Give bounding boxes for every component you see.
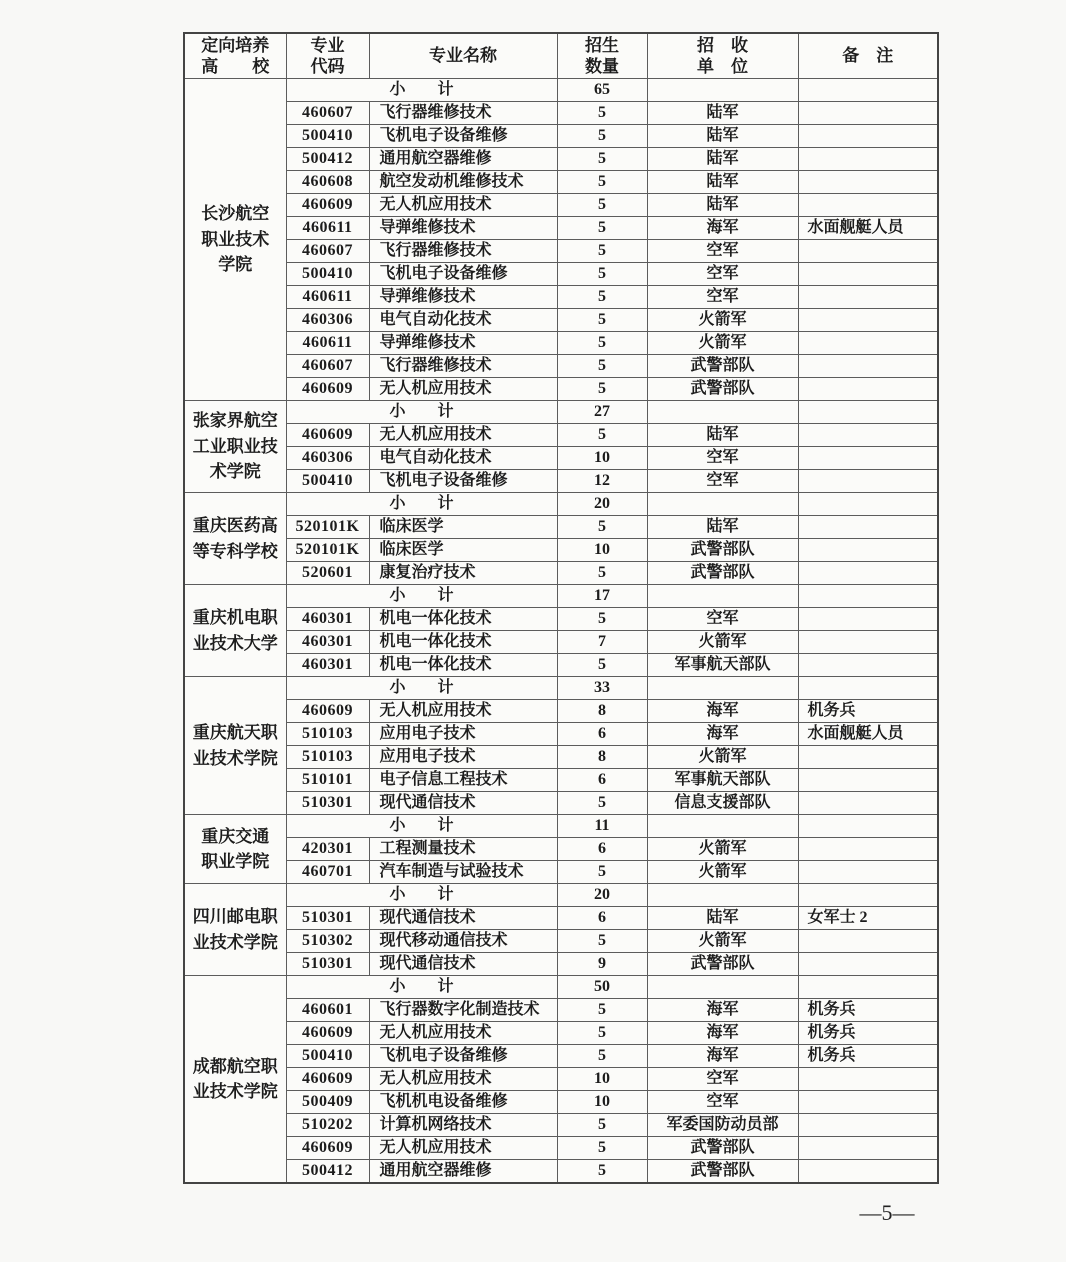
recruiting-unit-cell: 陆军: [647, 171, 798, 194]
subtotal-count-cell: 65: [557, 79, 647, 102]
remark-cell: [798, 953, 938, 976]
major-row: [184, 631, 938, 654]
remark-cell: [798, 1160, 938, 1184]
major-code-cell: 460609: [286, 700, 369, 723]
major-row: [184, 769, 938, 792]
remark-cell: [798, 424, 938, 447]
major-row: [184, 953, 938, 976]
subtotal-row: [184, 884, 938, 907]
enroll-count-cell: 6: [557, 838, 647, 861]
major-row: [184, 286, 938, 309]
major-code-cell: 460609: [286, 378, 369, 401]
major-row: [184, 470, 938, 493]
enroll-count-cell: 9: [557, 953, 647, 976]
recruiting-unit-cell: 武警部队: [647, 1160, 798, 1184]
remark-cell: 水面舰艇人员: [798, 723, 938, 746]
enroll-count-cell: 5: [557, 1137, 647, 1160]
major-row: [184, 1160, 938, 1184]
major-row: [184, 424, 938, 447]
remark-cell: [798, 309, 938, 332]
remark-cell: [798, 1091, 938, 1114]
major-row: [184, 240, 938, 263]
subtotal-label: 小 计: [286, 815, 557, 838]
enroll-count-cell: 6: [557, 723, 647, 746]
unit-cell: [647, 976, 798, 999]
remark-cell: [798, 769, 938, 792]
enroll-count-cell: 5: [557, 1022, 647, 1045]
remark-cell: [798, 861, 938, 884]
subtotal-label: 小 计: [286, 976, 557, 999]
enroll-count-cell: 10: [557, 1091, 647, 1114]
major-row: [184, 1022, 938, 1045]
enroll-count-cell: 5: [557, 102, 647, 125]
remark-cell: [798, 194, 938, 217]
enroll-count-cell: 5: [557, 286, 647, 309]
remark-cell: [798, 286, 938, 309]
header-major-code: 专业 代码: [286, 33, 369, 79]
major-row: [184, 562, 938, 585]
remark-cell: [798, 585, 938, 608]
remark-cell: [798, 125, 938, 148]
major-code-cell: 460301: [286, 654, 369, 677]
subtotal-count-cell: 33: [557, 677, 647, 700]
major-name-cell: 应用电子技术: [369, 746, 557, 769]
major-code-cell: 420301: [286, 838, 369, 861]
major-row: [184, 1137, 938, 1160]
enroll-count-cell: 10: [557, 447, 647, 470]
enroll-count-cell: 5: [557, 332, 647, 355]
subtotal-row: [184, 976, 938, 999]
school-cell: 重庆航天职 业技术学院: [184, 677, 286, 815]
remark-cell: [798, 1114, 938, 1137]
major-name-cell: 现代通信技术: [369, 953, 557, 976]
recruiting-unit-cell: 军委国防动员部: [647, 1114, 798, 1137]
enroll-count-cell: 5: [557, 608, 647, 631]
remark-cell: [798, 447, 938, 470]
recruiting-unit-cell: 武警部队: [647, 355, 798, 378]
remark-cell: [798, 654, 938, 677]
major-row: [184, 355, 938, 378]
major-row: [184, 263, 938, 286]
major-name-cell: 导弹维修技术: [369, 332, 557, 355]
enroll-count-cell: 5: [557, 1114, 647, 1137]
remark-cell: [798, 976, 938, 999]
recruiting-unit-cell: 火箭军: [647, 332, 798, 355]
major-code-cell: 460609: [286, 194, 369, 217]
recruiting-unit-cell: 陆军: [647, 907, 798, 930]
recruiting-unit-cell: 海军: [647, 723, 798, 746]
recruiting-unit-cell: 火箭军: [647, 309, 798, 332]
major-name-cell: 飞机电子设备维修: [369, 1045, 557, 1068]
enroll-count-cell: 5: [557, 424, 647, 447]
remark-cell: [798, 401, 938, 424]
enroll-count-cell: 5: [557, 240, 647, 263]
major-code-cell: 520101K: [286, 516, 369, 539]
major-code-cell: 460607: [286, 240, 369, 263]
remark-cell: [798, 608, 938, 631]
major-row: [184, 171, 938, 194]
major-row: [184, 1091, 938, 1114]
recruiting-unit-cell: 军事航天部队: [647, 769, 798, 792]
header-enroll-count: 招生 数量: [557, 33, 647, 79]
remark-cell: [798, 516, 938, 539]
remark-cell: [798, 792, 938, 815]
major-name-cell: 康复治疗技术: [369, 562, 557, 585]
major-name-cell: 汽车制造与试验技术: [369, 861, 557, 884]
major-code-cell: 510301: [286, 792, 369, 815]
header-major-name: 专业名称: [369, 33, 557, 79]
major-row: [184, 378, 938, 401]
major-code-cell: 510301: [286, 907, 369, 930]
major-name-cell: 临床医学: [369, 539, 557, 562]
major-name-cell: 飞机电子设备维修: [369, 125, 557, 148]
major-name-cell: 飞行器维修技术: [369, 355, 557, 378]
recruiting-unit-cell: 空军: [647, 1091, 798, 1114]
table-header: [184, 33, 938, 79]
recruiting-unit-cell: 陆军: [647, 424, 798, 447]
enroll-count-cell: 7: [557, 631, 647, 654]
major-code-cell: 500410: [286, 125, 369, 148]
major-code-cell: 500410: [286, 470, 369, 493]
major-name-cell: 飞机电子设备维修: [369, 470, 557, 493]
major-name-cell: 无人机应用技术: [369, 700, 557, 723]
recruiting-unit-cell: 海军: [647, 1045, 798, 1068]
remark-cell: [798, 815, 938, 838]
subtotal-count-cell: 20: [557, 884, 647, 907]
enroll-count-cell: 12: [557, 470, 647, 493]
enroll-count-cell: 5: [557, 999, 647, 1022]
remark-cell: [798, 930, 938, 953]
remark-cell: [798, 470, 938, 493]
enroll-count-cell: 5: [557, 1045, 647, 1068]
major-code-cell: 520601: [286, 562, 369, 585]
major-name-cell: 导弹维修技术: [369, 286, 557, 309]
remark-cell: 机务兵: [798, 1045, 938, 1068]
major-name-cell: 临床医学: [369, 516, 557, 539]
school-cell: 成都航空职 业技术学院: [184, 976, 286, 1184]
unit-cell: [647, 401, 798, 424]
major-row: [184, 148, 938, 171]
subtotal-label: 小 计: [286, 884, 557, 907]
enroll-count-cell: 5: [557, 1160, 647, 1184]
major-code-cell: 510101: [286, 769, 369, 792]
enroll-count-cell: 5: [557, 378, 647, 401]
remark-cell: [798, 355, 938, 378]
major-row: [184, 999, 938, 1022]
major-name-cell: 飞行器数字化制造技术: [369, 999, 557, 1022]
major-code-cell: 460301: [286, 631, 369, 654]
major-code-cell: 520101K: [286, 539, 369, 562]
recruiting-unit-cell: 武警部队: [647, 539, 798, 562]
subtotal-count-cell: 17: [557, 585, 647, 608]
recruiting-unit-cell: 火箭军: [647, 930, 798, 953]
unit-cell: [647, 585, 798, 608]
major-code-cell: 460607: [286, 102, 369, 125]
enroll-count-cell: 5: [557, 148, 647, 171]
subtotal-count-cell: 20: [557, 493, 647, 516]
recruiting-unit-cell: 信息支援部队: [647, 792, 798, 815]
major-name-cell: 飞行器维修技术: [369, 240, 557, 263]
major-name-cell: 电气自动化技术: [369, 447, 557, 470]
major-row: [184, 332, 938, 355]
major-name-cell: 无人机应用技术: [369, 424, 557, 447]
enroll-count-cell: 10: [557, 1068, 647, 1091]
major-code-cell: 510103: [286, 746, 369, 769]
major-row: [184, 194, 938, 217]
enroll-count-cell: 5: [557, 792, 647, 815]
remark-cell: [798, 539, 938, 562]
major-row: [184, 309, 938, 332]
remark-cell: [798, 1068, 938, 1091]
major-row: [184, 1068, 938, 1091]
remark-cell: [798, 148, 938, 171]
recruiting-unit-cell: 火箭军: [647, 746, 798, 769]
major-row: [184, 792, 938, 815]
unit-cell: [647, 884, 798, 907]
header-recruiting-unit: 招 收 单 位: [647, 33, 798, 79]
major-row: [184, 1114, 938, 1137]
unit-cell: [647, 677, 798, 700]
major-name-cell: 航空发动机维修技术: [369, 171, 557, 194]
major-row: [184, 539, 938, 562]
remark-cell: [798, 884, 938, 907]
major-code-cell: 460601: [286, 999, 369, 1022]
enroll-count-cell: 6: [557, 907, 647, 930]
enroll-count-cell: 5: [557, 125, 647, 148]
major-name-cell: 电子信息工程技术: [369, 769, 557, 792]
recruiting-unit-cell: 武警部队: [647, 953, 798, 976]
major-code-cell: 500410: [286, 1045, 369, 1068]
remark-cell: [798, 263, 938, 286]
school-cell: 重庆交通 职业学院: [184, 815, 286, 884]
subtotal-label: 小 计: [286, 493, 557, 516]
school-cell: 重庆机电职 业技术大学: [184, 585, 286, 677]
major-name-cell: 无人机应用技术: [369, 378, 557, 401]
recruiting-unit-cell: 空军: [647, 286, 798, 309]
major-name-cell: 计算机网络技术: [369, 1114, 557, 1137]
enroll-count-cell: 5: [557, 930, 647, 953]
subtotal-row: [184, 585, 938, 608]
subtotal-label: 小 计: [286, 401, 557, 424]
subtotal-row: [184, 677, 938, 700]
subtotal-count-cell: 27: [557, 401, 647, 424]
subtotal-label: 小 计: [286, 79, 557, 102]
subtotal-row: [184, 815, 938, 838]
major-row: [184, 654, 938, 677]
major-code-cell: 500412: [286, 148, 369, 171]
major-code-cell: 500409: [286, 1091, 369, 1114]
recruiting-unit-cell: 武警部队: [647, 378, 798, 401]
remark-cell: [798, 746, 938, 769]
major-name-cell: 无人机应用技术: [369, 1022, 557, 1045]
header-school: 定向培养 高 校: [184, 33, 286, 79]
enroll-count-cell: 5: [557, 516, 647, 539]
major-row: [184, 608, 938, 631]
recruiting-unit-cell: 海军: [647, 999, 798, 1022]
major-name-cell: 飞机电子设备维修: [369, 263, 557, 286]
recruiting-unit-cell: 火箭军: [647, 631, 798, 654]
recruiting-unit-cell: 海军: [647, 217, 798, 240]
remark-cell: [798, 493, 938, 516]
major-row: [184, 217, 938, 240]
recruiting-unit-cell: 陆军: [647, 516, 798, 539]
major-row: [184, 838, 938, 861]
remark-cell: [798, 332, 938, 355]
major-name-cell: 飞行器维修技术: [369, 102, 557, 125]
major-name-cell: 无人机应用技术: [369, 194, 557, 217]
enroll-count-cell: 8: [557, 700, 647, 723]
major-code-cell: 500412: [286, 1160, 369, 1184]
enroll-count-cell: 5: [557, 217, 647, 240]
remark-cell: [798, 562, 938, 585]
major-name-cell: 无人机应用技术: [369, 1068, 557, 1091]
recruiting-unit-cell: 空军: [647, 240, 798, 263]
major-code-cell: 460609: [286, 424, 369, 447]
major-name-cell: 现代通信技术: [369, 792, 557, 815]
recruiting-unit-cell: 陆军: [647, 102, 798, 125]
recruiting-unit-cell: 海军: [647, 700, 798, 723]
major-code-cell: 510301: [286, 953, 369, 976]
major-name-cell: 飞机机电设备维修: [369, 1091, 557, 1114]
major-name-cell: 机电一体化技术: [369, 654, 557, 677]
recruiting-unit-cell: 空军: [647, 608, 798, 631]
major-name-cell: 通用航空器维修: [369, 1160, 557, 1184]
enroll-count-cell: 5: [557, 355, 647, 378]
remark-cell: 女军士 2: [798, 907, 938, 930]
remark-cell: [798, 240, 938, 263]
table-body: [184, 79, 938, 1184]
major-code-cell: 460611: [286, 217, 369, 240]
subtotal-row: [184, 79, 938, 102]
remark-cell: 机务兵: [798, 700, 938, 723]
recruiting-unit-cell: 海军: [647, 1022, 798, 1045]
major-row: [184, 930, 938, 953]
remark-cell: [798, 378, 938, 401]
remark-cell: [798, 79, 938, 102]
enroll-count-cell: 10: [557, 539, 647, 562]
major-row: [184, 861, 938, 884]
major-name-cell: 现代移动通信技术: [369, 930, 557, 953]
major-row: [184, 700, 938, 723]
enroll-count-cell: 5: [557, 562, 647, 585]
unit-cell: [647, 79, 798, 102]
major-row: [184, 746, 938, 769]
major-code-cell: 460701: [286, 861, 369, 884]
subtotal-row: [184, 493, 938, 516]
recruiting-unit-cell: 陆军: [647, 148, 798, 171]
header-remark: 备 注: [798, 33, 938, 79]
major-code-cell: 460301: [286, 608, 369, 631]
remark-cell: [798, 631, 938, 654]
subtotal-count-cell: 11: [557, 815, 647, 838]
major-code-cell: 460306: [286, 447, 369, 470]
major-code-cell: 510202: [286, 1114, 369, 1137]
enroll-count-cell: 5: [557, 861, 647, 884]
subtotal-count-cell: 50: [557, 976, 647, 999]
major-code-cell: 510103: [286, 723, 369, 746]
remark-cell: [798, 171, 938, 194]
major-code-cell: 460611: [286, 286, 369, 309]
enroll-count-cell: 5: [557, 654, 647, 677]
recruiting-unit-cell: 空军: [647, 1068, 798, 1091]
major-code-cell: 460608: [286, 171, 369, 194]
remark-cell: 水面舰艇人员: [798, 217, 938, 240]
major-name-cell: 无人机应用技术: [369, 1137, 557, 1160]
major-row: [184, 447, 938, 470]
major-row: [184, 723, 938, 746]
recruiting-unit-cell: 武警部队: [647, 562, 798, 585]
unit-cell: [647, 815, 798, 838]
subtotal-label: 小 计: [286, 677, 557, 700]
remark-cell: 机务兵: [798, 999, 938, 1022]
enroll-count-cell: 5: [557, 171, 647, 194]
major-code-cell: 460306: [286, 309, 369, 332]
enroll-count-cell: 5: [557, 309, 647, 332]
major-name-cell: 电气自动化技术: [369, 309, 557, 332]
recruiting-unit-cell: 陆军: [647, 125, 798, 148]
remark-cell: [798, 677, 938, 700]
recruiting-unit-cell: 陆军: [647, 194, 798, 217]
major-row: [184, 516, 938, 539]
recruiting-unit-cell: 军事航天部队: [647, 654, 798, 677]
major-row: [184, 1045, 938, 1068]
major-row: [184, 125, 938, 148]
major-name-cell: 工程测量技术: [369, 838, 557, 861]
recruiting-unit-cell: 空军: [647, 470, 798, 493]
major-name-cell: 现代通信技术: [369, 907, 557, 930]
major-code-cell: 500410: [286, 263, 369, 286]
page-number: —5—: [859, 1200, 915, 1225]
major-name-cell: 通用航空器维修: [369, 148, 557, 171]
major-name-cell: 导弹维修技术: [369, 217, 557, 240]
school-cell: 长沙航空 职业技术 学院: [184, 79, 286, 401]
recruiting-unit-cell: 武警部队: [647, 1137, 798, 1160]
enroll-count-cell: 5: [557, 194, 647, 217]
school-cell: 重庆医药高 等专科学校: [184, 493, 286, 585]
enroll-count-cell: 8: [557, 746, 647, 769]
school-cell: 张家界航空 工业职业技 术学院: [184, 401, 286, 493]
remark-cell: [798, 102, 938, 125]
major-code-cell: 460609: [286, 1068, 369, 1091]
remark-cell: 机务兵: [798, 1022, 938, 1045]
subtotal-label: 小 计: [286, 585, 557, 608]
recruiting-unit-cell: 空军: [647, 263, 798, 286]
recruiting-unit-cell: 火箭军: [647, 861, 798, 884]
major-code-cell: 460609: [286, 1022, 369, 1045]
major-name-cell: 应用电子技术: [369, 723, 557, 746]
major-row: [184, 907, 938, 930]
major-code-cell: 460609: [286, 1137, 369, 1160]
major-code-cell: 460607: [286, 355, 369, 378]
major-name-cell: 机电一体化技术: [369, 631, 557, 654]
recruiting-unit-cell: 空军: [647, 447, 798, 470]
major-code-cell: 510302: [286, 930, 369, 953]
header-row: [184, 33, 938, 79]
school-cell: 四川邮电职 业技术学院: [184, 884, 286, 976]
major-code-cell: 460611: [286, 332, 369, 355]
subtotal-row: [184, 401, 938, 424]
directed-training-enrollment-table: [183, 32, 939, 1184]
unit-cell: [647, 493, 798, 516]
major-name-cell: 机电一体化技术: [369, 608, 557, 631]
recruiting-unit-cell: 火箭军: [647, 838, 798, 861]
major-row: [184, 102, 938, 125]
remark-cell: [798, 1137, 938, 1160]
enroll-count-cell: 6: [557, 769, 647, 792]
remark-cell: [798, 838, 938, 861]
enroll-count-cell: 5: [557, 263, 647, 286]
